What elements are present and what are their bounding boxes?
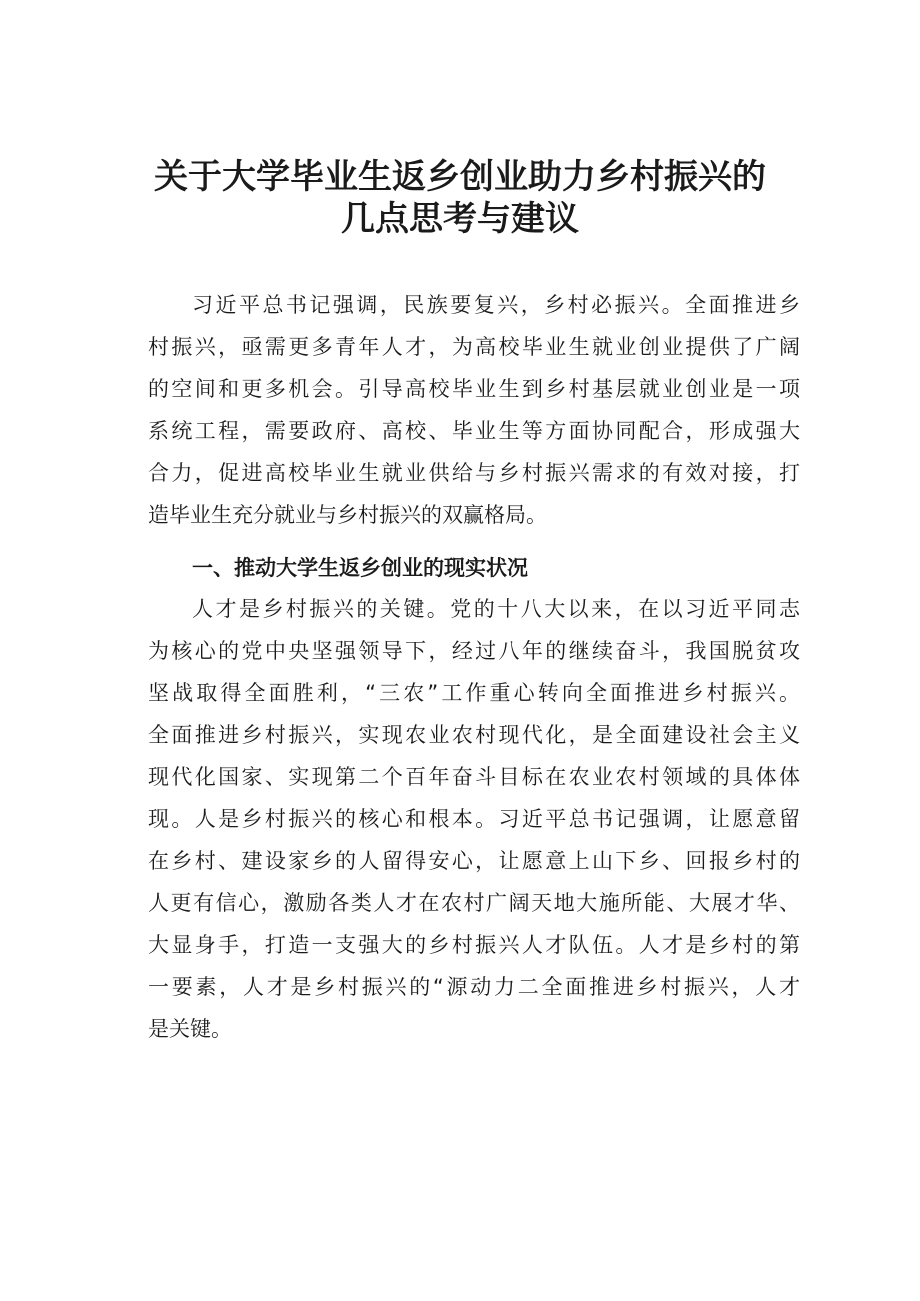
text-line: 合力，促进高校毕业生就业供给与乡村振兴需求的有效对接，打 bbox=[148, 461, 800, 485]
paragraph-intro bbox=[148, 284, 800, 536]
document-title-line-1: 关于大学毕业生返乡创业助力乡村振兴的 bbox=[154, 157, 766, 197]
text-line: 现代化国家、实现第二个百年奋斗目标在农业农村领域的具体体 bbox=[148, 765, 800, 789]
text-line: 全面推进乡村振兴，实现农业农村现代化，是全面建设社会主义 bbox=[148, 723, 800, 747]
text-line: 系统工程，需要政府、高校、毕业生等方面协同配合，形成强大 bbox=[148, 419, 800, 443]
text-line: 人才是乡村振兴的关键。党的十八大以来，在以习近平同志 bbox=[192, 597, 800, 621]
document-title-line-2: 几点思考与建议 bbox=[341, 199, 579, 239]
text-line: 坚战取得全面胜利，“三农”工作重心转向全面推进乡村振兴。 bbox=[148, 681, 800, 705]
text-line: 现。人是乡村振兴的核心和根本。习近平总书记强调，让愿意留 bbox=[148, 807, 800, 831]
section-heading-1: 一、推动大学生返乡创业的现实状况 bbox=[192, 556, 528, 580]
paragraph-section-1 bbox=[148, 588, 800, 1050]
text-line: 人更有信心，激励各类人才在农村广阔天地大施所能、大展才华、 bbox=[148, 891, 800, 915]
text-line: 村振兴，亟需更多青年人才，为高校毕业生就业创业提供了广阔 bbox=[148, 335, 800, 359]
text-line: 造毕业生充分就业与乡村振兴的双赢格局。 bbox=[148, 503, 547, 527]
text-line: 习近平总书记强调，民族要复兴，乡村必振兴。全面推进乡 bbox=[192, 293, 800, 317]
text-line: 大显身手，打造一支强大的乡村振兴人才队伍。人才是乡村的第 bbox=[148, 933, 800, 957]
text-line: 在乡村、建设家乡的人留得安心，让愿意上山下乡、回报乡村的 bbox=[148, 849, 800, 873]
text-line: 的空间和更多机会。引导高校毕业生到乡村基层就业创业是一项 bbox=[148, 377, 800, 401]
text-line: 一要素，人才是乡村振兴的“源动力二全面推进乡村振兴，人才 bbox=[148, 975, 800, 999]
text-line: 是关键。 bbox=[148, 1017, 232, 1041]
text-line: 为核心的党中央坚强领导下，经过八年的继续奋斗，我国脱贫攻 bbox=[148, 639, 800, 663]
